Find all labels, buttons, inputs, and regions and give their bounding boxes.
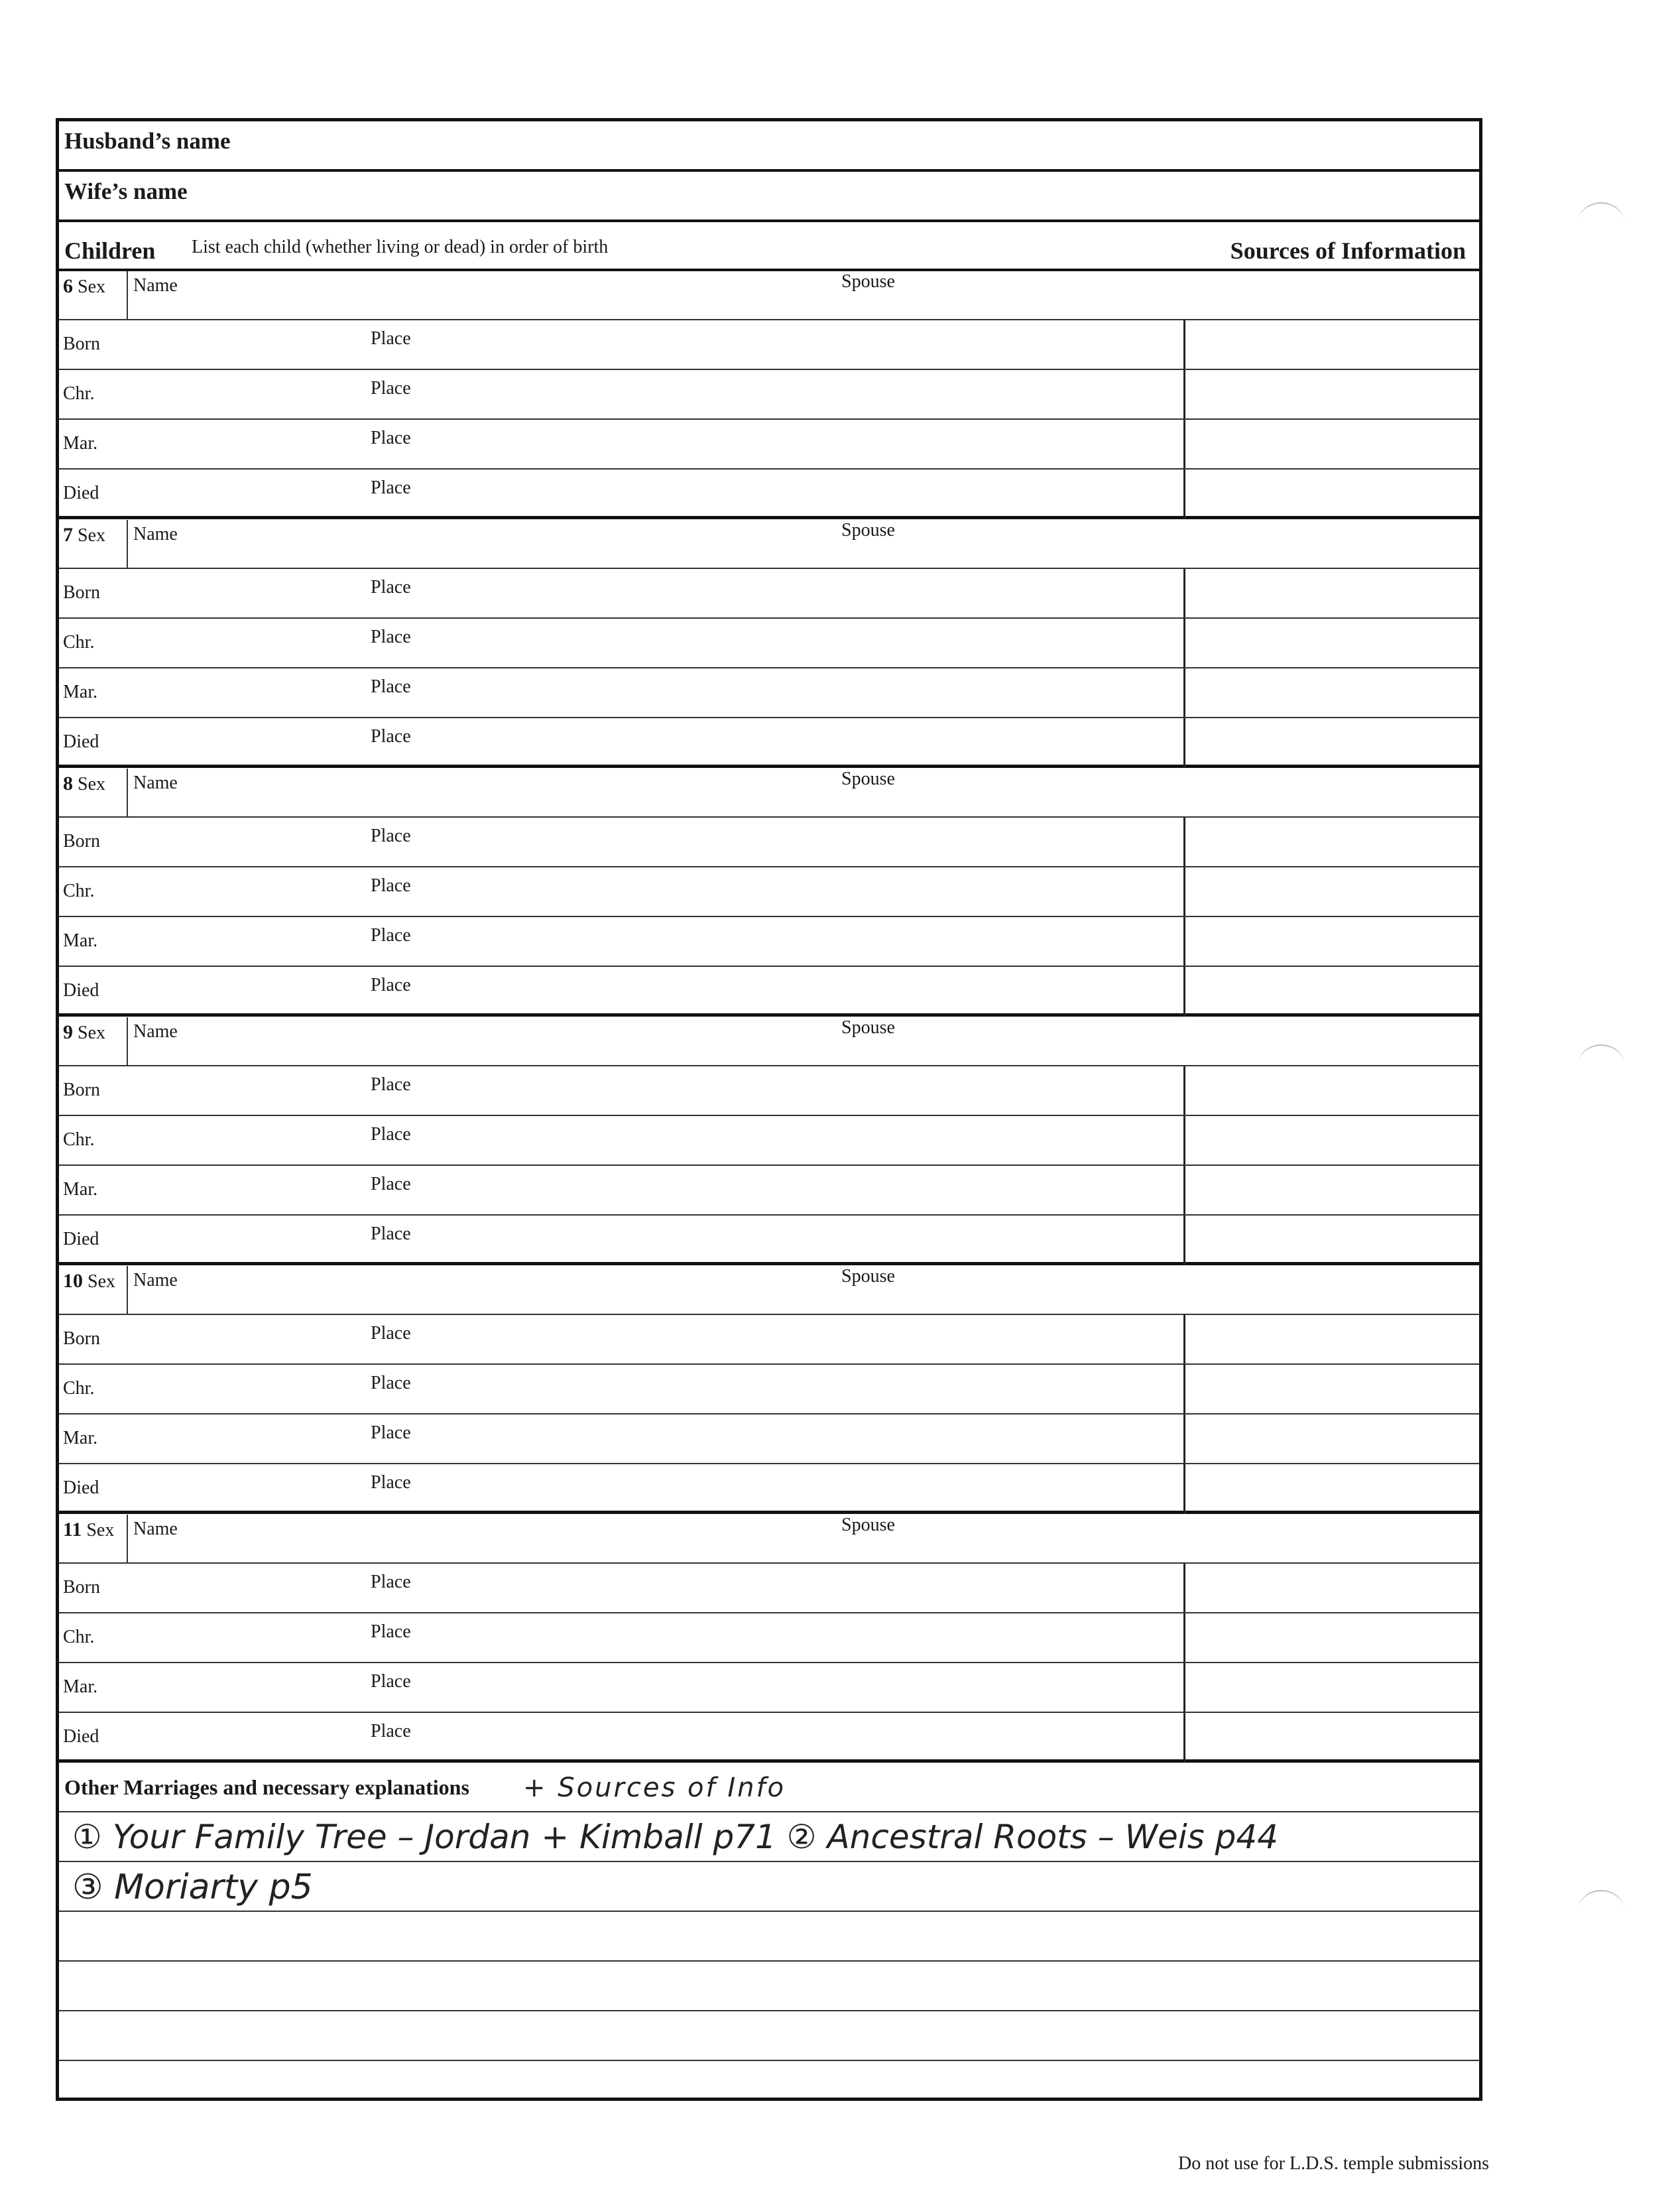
husband-name-field[interactable] [59,121,1479,172]
punch-hole [1578,1890,1624,1931]
event-label: Mar. [63,433,98,454]
place-label: Place [371,378,411,399]
child-number-sex[interactable] [59,520,128,568]
event-label: Born [63,1577,100,1598]
event-label: Born [63,831,100,851]
place-label: Place [371,1224,411,1244]
source-cell[interactable] [1183,1564,1479,1612]
child-block [59,769,1479,1017]
wife-name-label: Wife’s name [64,178,188,204]
child-number: 8 [63,773,73,794]
child-number-sex[interactable] [59,769,128,816]
sex-label: Sex [78,277,105,297]
event-label: Born [63,1328,100,1349]
event-label: Born [63,582,100,603]
child-number: 6 [63,275,73,297]
child-name-row[interactable] [59,520,1479,569]
child-name-label: Name [133,524,178,544]
place-label: Place [371,1721,411,1741]
husband-name-label: Husband’s name [64,128,231,154]
source-cell[interactable] [1183,1613,1479,1662]
child-block [59,520,1479,768]
explanation-line[interactable] [59,1812,1479,1862]
event-label: Chr. [63,881,95,901]
event-label: Born [63,1080,100,1100]
source-cell[interactable] [1183,1365,1479,1413]
event-row[interactable] [59,569,1479,619]
source-cell[interactable] [1183,1166,1479,1214]
event-label: Mar. [63,930,98,951]
source-cell[interactable] [1183,320,1479,369]
source-cell[interactable] [1183,1315,1479,1363]
explanation-line[interactable] [59,1862,1479,1912]
event-row[interactable] [59,1564,1479,1613]
child-name-row[interactable] [59,1266,1479,1315]
child-block [59,1017,1479,1265]
child-block [59,271,1479,519]
place-label: Place [371,627,411,647]
children-note: List each child (whether living or dead) in order of birth [192,237,609,257]
child-name-label: Name [133,773,178,793]
spouse-label: Spouse [841,271,895,292]
place-label: Place [371,975,411,995]
child-name-row[interactable] [59,271,1479,320]
family-group-sheet [56,118,1482,2101]
sex-label: Sex [88,1271,115,1292]
place-label: Place [371,1124,411,1145]
event-row[interactable] [59,1216,1479,1265]
sex-label: Sex [78,1023,105,1043]
child-number: 11 [63,1519,82,1541]
source-cell[interactable] [1183,569,1479,617]
source-cell[interactable] [1183,1415,1479,1463]
source-cell[interactable] [1183,1216,1479,1265]
source-cell[interactable] [1183,420,1479,468]
handwritten-title: + Sources of Info [523,1773,786,1803]
event-label: Died [63,1726,99,1747]
source-cell[interactable] [1183,1116,1479,1164]
place-label: Place [371,1472,411,1493]
event-label: Chr. [63,632,95,653]
event-label: Died [63,980,99,1001]
child-number-sex[interactable] [59,1017,128,1065]
place-label: Place [371,1572,411,1592]
place-label: Place [371,1621,411,1642]
source-cell[interactable] [1183,619,1479,667]
source-cell[interactable] [1183,1663,1479,1712]
handwritten-note: ③ Moriarty p5 [72,1867,313,1907]
spouse-label: Spouse [841,1515,895,1535]
place-label: Place [371,1074,411,1095]
place-label: Place [371,1422,411,1443]
event-row[interactable] [59,619,1479,668]
event-label: Mar. [63,1179,98,1200]
event-label: Died [63,483,99,503]
source-cell[interactable] [1183,1713,1479,1763]
explanation-line[interactable] [59,2011,1479,2061]
child-number-sex[interactable] [59,1515,128,1562]
event-row[interactable] [59,370,1479,420]
event-row[interactable] [59,1713,1479,1763]
child-name-label: Name [133,1519,178,1539]
event-label: Chr. [63,1627,95,1647]
place-label: Place [371,477,411,498]
event-row[interactable] [59,1464,1479,1514]
child-name-row[interactable] [59,769,1479,818]
place-label: Place [371,1671,411,1692]
explanation-line[interactable] [59,1912,1479,1962]
event-label: Chr. [63,383,95,404]
other-marriages-section [59,1763,1479,2098]
source-cell[interactable] [1183,867,1479,916]
explanation-line[interactable] [59,1962,1479,2011]
punch-hole [1578,202,1624,243]
event-label: Chr. [63,1129,95,1150]
place-label: Place [371,726,411,747]
source-cell[interactable] [1183,1066,1479,1115]
child-number: 7 [63,524,73,546]
event-row[interactable] [59,320,1479,370]
spouse-label: Spouse [841,1266,895,1287]
place-label: Place [371,1373,411,1393]
place-label: Place [371,577,411,597]
event-row[interactable] [59,967,1479,1017]
child-name-label: Name [133,1021,178,1042]
spouse-label: Spouse [841,769,895,789]
event-label: Mar. [63,1676,98,1697]
spouse-label: Spouse [841,1017,895,1038]
event-row[interactable] [59,470,1479,519]
event-row[interactable] [59,1116,1479,1166]
other-marriages-header [59,1763,1479,1812]
event-row[interactable] [59,1663,1479,1713]
event-row[interactable] [59,718,1479,768]
place-label: Place [371,1323,411,1344]
other-marriages-title: Other Marriages and necessary explanations [64,1775,469,1799]
event-row[interactable] [59,1365,1479,1415]
footer-note: Do not use for L.D.S. temple submissions [1178,2153,1489,2174]
children-title: Children [64,237,156,264]
child-name-row[interactable] [59,1515,1479,1564]
source-cell[interactable] [1183,917,1479,966]
event-label: Born [63,334,100,354]
event-row[interactable] [59,668,1479,718]
source-cell[interactable] [1183,668,1479,717]
source-cell[interactable] [1183,370,1479,418]
place-label: Place [371,328,411,349]
child-name-row[interactable] [59,1017,1479,1066]
event-row[interactable] [59,1315,1479,1365]
child-number-sex[interactable] [59,271,128,319]
child-number: 10 [63,1270,83,1292]
event-label: Died [63,731,99,752]
place-label: Place [371,428,411,448]
event-label: Mar. [63,682,98,702]
source-cell[interactable] [1183,1464,1479,1514]
child-name-label: Name [133,1270,178,1290]
child-number: 9 [63,1021,73,1043]
source-cell[interactable] [1183,718,1479,768]
event-row[interactable] [59,1613,1479,1663]
explanation-line[interactable] [59,2061,1479,2111]
sex-label: Sex [78,774,105,794]
spouse-label: Spouse [841,520,895,540]
child-number-sex[interactable] [59,1266,128,1314]
event-row[interactable] [59,1166,1479,1216]
sex-label: Sex [86,1520,115,1541]
event-row[interactable] [59,818,1479,867]
place-label: Place [371,1174,411,1194]
punch-hole [1578,1044,1624,1086]
handwritten-note: ① Your Family Tree – Jordan + Kimball p71 ② Ancestral Roots – Weis p44 [72,1818,1278,1856]
wife-name-field[interactable] [59,172,1479,222]
source-cell[interactable] [1183,470,1479,519]
sex-label: Sex [78,525,105,546]
sources-title: Sources of Information [1230,237,1466,264]
event-row[interactable] [59,1066,1479,1116]
source-cell[interactable] [1183,818,1479,866]
place-label: Place [371,925,411,946]
event-label: Mar. [63,1428,98,1448]
source-cell[interactable] [1183,967,1479,1017]
event-row[interactable] [59,420,1479,470]
event-label: Chr. [63,1378,95,1399]
children-header [59,222,1479,271]
event-row[interactable] [59,867,1479,917]
child-name-label: Name [133,275,178,296]
place-label: Place [371,676,411,697]
event-row[interactable] [59,917,1479,967]
child-block [59,1515,1479,1763]
child-block [59,1266,1479,1514]
place-label: Place [371,826,411,846]
place-label: Place [371,875,411,896]
event-label: Died [63,1478,99,1498]
event-row[interactable] [59,1415,1479,1464]
event-label: Died [63,1229,99,1249]
